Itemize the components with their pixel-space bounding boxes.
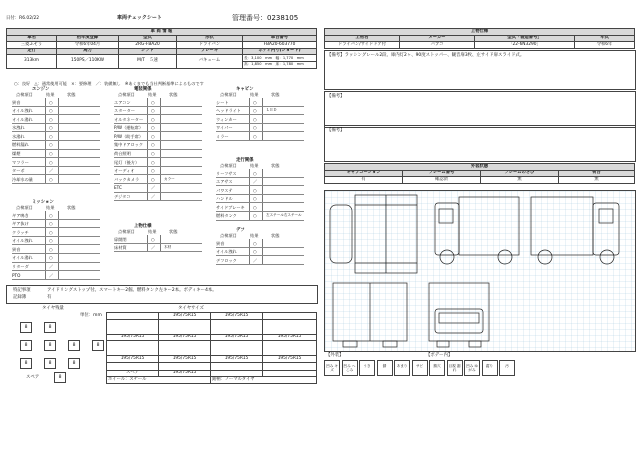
spare-label: スペア <box>107 370 159 377</box>
electrical-section-result: ○ <box>151 151 155 157</box>
electrical-section-h-0: 点検項目 <box>118 92 135 97</box>
mission-section-item: クラッチ <box>12 229 29 235</box>
uppereq-section-note: 木材 <box>164 245 172 250</box>
tire-spare: 195/75R15 <box>159 370 211 377</box>
bikou-box-2 <box>324 125 636 162</box>
electrical-section-item: 集中ドアロック <box>114 142 144 148</box>
electrical-section-result: ／ <box>151 194 156 200</box>
vehicle-value1-2: 2RG-FBA20 <box>119 42 177 49</box>
tire-title: タイヤ残量 <box>42 306 64 311</box>
engine-section-title: エンジン <box>32 87 50 92</box>
running-section-item: リーフサス <box>216 170 237 176</box>
upper-note: 【備考】ラッシングレール2段、庫内灯2ヶ、90度ストッパー、観音扉3枚、左サイド扉スライド式。 <box>327 53 525 58</box>
cabin-section-h-0: 点検項目 <box>220 92 237 97</box>
mission-section-row <box>12 245 100 254</box>
upper-value-0: ドライバン/サイドドア付 <box>325 42 400 49</box>
mission-section-row <box>12 263 100 272</box>
mission-section-h-1: 結果 <box>46 205 55 210</box>
electrical-section-row <box>114 167 202 176</box>
mileage: 313km <box>7 55 57 68</box>
electrical-section-result: ○ <box>151 99 155 105</box>
truck-drawing <box>325 191 635 351</box>
electrical-section-row <box>114 175 202 184</box>
electrical-section-row <box>114 98 202 107</box>
tire-rear-3: 195/75R15 <box>211 334 263 341</box>
vehicle-header2-1: 馬力 <box>57 48 119 55</box>
running-section-h-2: 状態 <box>271 163 280 168</box>
running-section-result: ○ <box>253 187 257 193</box>
cabin-section-item: ウィンカー <box>216 116 237 122</box>
cabin-section-title: キャビン <box>236 87 254 92</box>
appearance-value-2: 無 <box>481 177 559 184</box>
horsepower: 150PS／110KW <box>57 55 119 68</box>
remarks-box <box>6 285 318 304</box>
legend2-item: 目視 割れ <box>447 360 463 376</box>
tire-rear-1: 195/75R15 <box>107 334 159 341</box>
electrical-section-row <box>114 107 202 116</box>
engine-section-item: 冷却水の量 <box>12 176 33 182</box>
electrical-section-row <box>114 184 202 193</box>
upper-header-3: 年式 <box>575 35 635 42</box>
engine-section-item: 水洩れ <box>12 125 25 131</box>
legend2-item: 腐り <box>482 360 498 376</box>
mission-section-item: オイル滲れ <box>12 255 33 261</box>
mission-section <box>12 200 100 280</box>
cabin-section-row <box>216 115 304 124</box>
engine-section-result: ○ <box>49 125 53 131</box>
legend-line: ○：良好 △：通常使用可能 ×：要修理 ／：装備無し ※あくまでも当社判断基準によるものです <box>14 81 204 86</box>
electrical-section-row <box>114 132 202 141</box>
uppereq-section-item: 床材質 <box>114 245 127 251</box>
diff-section-row <box>216 256 304 265</box>
appearance-table <box>324 163 635 184</box>
mission-section-result: ○ <box>49 212 53 218</box>
electrical-section-row <box>114 124 202 133</box>
uppereq-section-row <box>114 235 202 244</box>
electrical-section-h-1: 結果 <box>148 92 157 97</box>
running-section <box>216 158 304 221</box>
diff-section-item: デフロック <box>216 257 237 263</box>
cabin-section-note: ＬＥＤ <box>266 108 277 113</box>
cabin-section-result: ○ <box>253 133 257 139</box>
tire-depth: 8 <box>68 358 80 369</box>
truck-diagram <box>324 190 636 352</box>
bikou-label-1: 【備考】 <box>327 94 345 99</box>
engine-section-row <box>12 141 100 150</box>
vehicle-info-table <box>6 28 317 69</box>
vehicle-header1-3: 形状 <box>177 35 243 42</box>
electrical-section-row <box>114 193 202 202</box>
electrical-section-result: ○ <box>151 108 155 114</box>
vehicle-value1-3: ドライバン <box>177 42 243 49</box>
tire-rear-6: 195/75R15 <box>159 356 211 363</box>
cabin-section-result: ○ <box>253 108 257 114</box>
mission-section-row <box>12 254 100 263</box>
vehicle-header1-1: 初年度登録 <box>57 35 119 42</box>
legend2-item: あまり <box>394 360 410 376</box>
engine-section-h-0: 点検項目 <box>16 92 33 97</box>
tire-grid <box>6 318 106 388</box>
electrical-section-row <box>114 150 202 159</box>
tire-depth: 8 <box>20 340 32 351</box>
cabin-section-result: ○ <box>253 125 257 131</box>
remarks-text-1: アイドリングストップ付。スマートキー2個。燃料タンク左キー2本。ボディキー4本。 <box>47 288 217 293</box>
electrical-section-item: 尾灯（後方） <box>114 159 140 165</box>
running-section-h-0: 点検項目 <box>220 163 237 168</box>
kanri-number: 管理番号：0238105 <box>232 14 299 22</box>
engine-section-row <box>12 150 100 159</box>
cabin-section-item: シート <box>216 99 229 105</box>
legend2-item: 凹み キズ <box>324 360 340 376</box>
engine-section-row <box>12 132 100 141</box>
electrical-section-h-2: 状態 <box>169 92 178 97</box>
legend2-item: 汚 <box>499 360 515 376</box>
mission-section-item: ギア鳴き <box>12 212 29 218</box>
tire-size-title: タイヤサイズ <box>178 306 204 311</box>
mission-section-result: ○ <box>49 221 53 227</box>
legend2-item: 錆穴 <box>429 360 445 376</box>
bikou-label-2: 【備考】 <box>327 128 345 133</box>
mission-section-h-2: 状態 <box>67 205 76 210</box>
appearance-header-2: フレームのさび <box>481 170 559 177</box>
mission-section-item: 異音 <box>12 246 21 252</box>
diff-section-result: ／ <box>253 257 258 263</box>
mission-section-row <box>12 237 100 246</box>
tire-depth: 8 <box>92 340 104 351</box>
diff-section-result: ○ <box>253 249 257 255</box>
mission-section-row <box>12 220 100 229</box>
body-dims-2: 高：1,850 mm 床：1,780 mm <box>243 61 317 68</box>
diff-section-h-2: 状態 <box>271 233 280 238</box>
tire-front-2: 195/75R15 <box>211 313 263 320</box>
diff-section-result: ○ <box>253 240 257 246</box>
running-section-note: 左スチール右スチール <box>266 213 302 218</box>
tire-depth: 8 <box>44 340 56 351</box>
electrical-section-item: ETC <box>114 185 122 191</box>
engine-section-result: ○ <box>49 108 53 114</box>
uppereq-section-title: 上物仕様 <box>134 224 152 229</box>
mission-section-row <box>12 228 100 237</box>
engine-section-item: オイル洩れ <box>12 108 33 114</box>
upper-value-1: パブコ <box>400 42 475 49</box>
cabin-section-row <box>216 98 304 107</box>
mission-section-row <box>12 271 100 280</box>
tire-unit: 単位：mm <box>80 313 102 318</box>
engine-section-result: ○ <box>49 133 53 139</box>
cabin-section-row <box>216 124 304 133</box>
upper-value-3: 令和6年 <box>575 42 635 49</box>
uppereq-section-h-2: 状態 <box>169 229 178 234</box>
running-section-row <box>216 212 304 221</box>
mission-section-result: ○ <box>49 246 53 252</box>
legend2-item: うき <box>359 360 375 376</box>
engine-section-h-2: 状態 <box>67 92 76 97</box>
electrical-section-result: ○ <box>151 176 155 182</box>
running-section-row <box>216 169 304 178</box>
diff-section-row <box>216 239 304 248</box>
cabin-section-item: ミラー <box>216 133 229 139</box>
running-section-result: ○ <box>253 213 257 219</box>
running-section-result: ○ <box>253 170 257 176</box>
diff-section-item: 異音 <box>216 240 225 246</box>
electrical-section-item: オルタネーター <box>114 116 144 122</box>
engine-section-item: マフラー <box>12 159 29 165</box>
engine-section-row <box>12 107 100 116</box>
vehicle-header2-0: 走行 <box>7 48 57 55</box>
wheel-type: ホイール：スチール <box>107 377 211 384</box>
appearance-header-1: フレーム番号 <box>403 170 481 177</box>
cabin-section-result: ○ <box>253 116 257 122</box>
mission-section-item: リターダ <box>12 264 29 270</box>
tire-rear-5: 195/75R15 <box>107 356 159 363</box>
tire-brand: 銘柄：ノーマルタイヤ <box>211 377 317 384</box>
appearance-header-3: 荷台 <box>559 170 635 177</box>
engine-section-result: ○ <box>49 151 53 157</box>
electrical-section-result: ○ <box>151 133 155 139</box>
date: 日付：R6.02/22 <box>6 16 40 21</box>
uppereq-section-h-1: 結果 <box>148 229 157 234</box>
electrical-section-item: P/W（助手席） <box>114 133 144 139</box>
tire-rear-7: 195/75R15 <box>211 356 263 363</box>
cabin-section-item: ヘッドライト <box>216 108 241 114</box>
cabin-section-item: ワイパー <box>216 125 233 131</box>
engine-section-result: ○ <box>49 142 53 148</box>
vehicle-header1-0: 車名 <box>7 35 57 42</box>
engine-section-row <box>12 158 100 167</box>
upper-spec-table <box>324 28 635 49</box>
tire-depth: 8 <box>20 358 32 369</box>
engine-section-result: ○ <box>49 99 53 105</box>
mission-section-result: ／ <box>49 264 54 270</box>
vehicle-header1-4: 車台番号 <box>243 35 317 42</box>
running-section-item: ハンドル <box>216 196 233 202</box>
legend2-item: 錆 <box>377 360 393 376</box>
engine-section-row <box>12 167 100 176</box>
engine-section-h-1: 結果 <box>46 92 55 97</box>
vehicle-header2-3: ブレーキ <box>177 48 243 55</box>
electrical-section-result: ○ <box>151 116 155 122</box>
appearance-value-1: 確認済 <box>403 177 481 184</box>
tire-size-table <box>106 312 317 384</box>
engine-section-row <box>12 98 100 107</box>
running-section-item: パワステ <box>216 187 233 193</box>
engine-section-row <box>12 115 100 124</box>
electrical-section-result: ○ <box>151 125 155 131</box>
running-section-row <box>216 203 304 212</box>
running-section-result: ／ <box>253 179 258 185</box>
running-section-item: 燃料タンク <box>216 213 237 219</box>
electrical-section-result: ○ <box>151 168 155 174</box>
brake: バキューム <box>177 55 243 68</box>
electrical-section-item: バックカメラ <box>114 176 140 182</box>
vehicle-header1-2: 型式 <box>119 35 177 42</box>
upper-header-0: 上物名 <box>325 35 400 42</box>
cabin-section-h-1: 結果 <box>250 92 259 97</box>
tire-depth: 8 <box>44 322 56 333</box>
appearance-header-0: キャブコーション <box>325 170 403 177</box>
mission-section-result: ／ <box>49 272 54 278</box>
engine-section-result: ／ <box>49 168 54 174</box>
electrical-section-title: 電装関係 <box>134 87 152 92</box>
vehicle-value1-0: 三菱ふそう <box>7 42 57 49</box>
electrical-section-item: P/W（運転席） <box>114 125 144 131</box>
cabin-section-h-2: 状態 <box>271 92 280 97</box>
electrical-section-result: ／ <box>151 185 156 191</box>
engine-section-result: ○ <box>49 176 53 182</box>
mission-section-h-0: 点検項目 <box>16 205 33 210</box>
uppereq-section-h-0: 点検項目 <box>118 229 135 234</box>
electrical-section-item: オーディオ <box>114 168 135 174</box>
engine-section-item: 煤煙 <box>12 151 21 157</box>
remarks-label-2: 記録簿 <box>13 295 27 300</box>
remarks-label-1: 特記事項 <box>13 288 31 293</box>
electrical-section <box>114 87 202 201</box>
running-section-item: エアサス <box>216 179 233 185</box>
upper-header-2: 型式「製造番号」 <box>475 35 575 42</box>
tire-rear-2: 195/75R15 <box>159 334 211 341</box>
engine-section-result: ○ <box>49 159 53 165</box>
tire-depth: 8 <box>68 340 80 351</box>
mission-section-result: ○ <box>49 229 53 235</box>
running-section-result: ○ <box>253 204 257 210</box>
vehicle-value1-1: 令和6年04月 <box>57 42 119 49</box>
mission-section-item: ギア抜け <box>12 221 29 227</box>
shift: M/T ５速 <box>119 55 177 68</box>
electrical-section-result: ○ <box>151 159 155 165</box>
diff-section <box>216 228 304 265</box>
vehicle-header2-2: シフト <box>119 48 177 55</box>
electrical-section-row <box>114 141 202 150</box>
electrical-section-row <box>114 158 202 167</box>
appearance-value-0: 有 <box>325 177 403 184</box>
tire-depth: 8 <box>20 322 32 333</box>
uppereq-section-row <box>114 244 202 253</box>
diff-section-h-0: 点検項目 <box>220 233 237 238</box>
legend2-item: サビ <box>412 360 428 376</box>
mission-section-result: ○ <box>49 238 53 244</box>
spare-depth: 8 <box>54 372 66 383</box>
engine-section-row <box>12 124 100 133</box>
mission-section-result: ○ <box>49 255 53 261</box>
remarks-text-2: 有 <box>47 295 52 300</box>
legend2-title-2: 【ボデー内】 <box>426 353 453 358</box>
uppereq-section-item: 扉開閉 <box>114 236 127 242</box>
vehicle-section-title: 車 両 情 報 <box>7 29 317 36</box>
legend2-item: 凹み ゆがみ <box>464 360 480 376</box>
cabin-section-result: ○ <box>253 99 257 105</box>
electrical-section-item: デジタコ <box>114 194 131 200</box>
running-section-title: 走行関係 <box>236 158 254 163</box>
upper-section-title: 上物仕様 <box>325 29 635 36</box>
legend2-item: 凹み へこみ <box>342 360 358 376</box>
mission-section-title: ミッション <box>32 200 54 205</box>
tire-rear-8: 195/75R15 <box>263 356 317 363</box>
electrical-section-row <box>114 115 202 124</box>
engine-section-item: 燃料漏れ <box>12 142 29 148</box>
appearance-value-3: 無 <box>559 177 635 184</box>
upper-header-1: メーカー <box>400 35 475 42</box>
upper-note-box <box>324 50 636 90</box>
cabin-section <box>216 87 304 141</box>
engine-section-result: ○ <box>49 116 53 122</box>
cabin-section-row <box>216 132 304 141</box>
diff-section-h-1: 結果 <box>250 233 259 238</box>
bikou-box-1 <box>324 91 636 128</box>
tire-rear-4: 195/75R15 <box>263 334 317 341</box>
electrical-section-item: 荷台照明 <box>114 151 131 157</box>
uppereq-section-result: ／ <box>151 245 156 251</box>
engine-section-row <box>12 175 100 184</box>
vehicle-value1-4: FBA20-603770 <box>243 42 317 49</box>
vehicle-header2-4: ボディ内寸(ショート) <box>243 48 317 55</box>
diff-section-item: オイル洩れ <box>216 249 237 255</box>
sheet-title: 車両チェックシート <box>117 15 162 21</box>
cabin-section-row <box>216 107 304 116</box>
running-section-item: サイドブレーキ <box>216 204 245 210</box>
spare-grid-label: スペア <box>26 375 40 380</box>
legend2-row <box>324 360 520 378</box>
engine-section-item: 異音 <box>12 99 21 105</box>
mission-section-item: PTO <box>12 272 21 278</box>
uppereq-section <box>114 224 202 252</box>
electrical-section-item: スターター <box>114 108 135 114</box>
upper-value-2: 「22-6N3290」 <box>475 42 575 49</box>
tire-depth: 8 <box>44 358 56 369</box>
electrical-section-note: カラー <box>164 176 175 181</box>
mission-section-row <box>12 211 100 220</box>
engine-section-item: ターボ <box>12 168 25 174</box>
electrical-section-item: エアコン <box>114 99 131 105</box>
diff-section-row <box>216 248 304 257</box>
engine-section-item: オイル滲れ <box>12 116 33 122</box>
body-dims-1: 長：3,100 mm 幅：1,770 mm <box>243 55 317 62</box>
mission-section-item: オイル洩れ <box>12 238 33 244</box>
diff-section-title: デフ <box>236 228 245 233</box>
running-section-row <box>216 186 304 195</box>
uppereq-section-result: ○ <box>151 236 155 242</box>
tire-front-1: 195/75R15 <box>159 313 211 320</box>
appearance-title: 外装状態 <box>325 164 635 171</box>
running-section-row <box>216 178 304 187</box>
engine-section-item: 水滲れ <box>12 133 25 139</box>
engine-section <box>12 87 100 184</box>
running-section-h-1: 結果 <box>250 163 259 168</box>
electrical-section-result: ○ <box>151 142 155 148</box>
running-section-row <box>216 195 304 204</box>
running-section-result: ○ <box>253 196 257 202</box>
legend2-title-1: 【外装】 <box>326 353 344 358</box>
